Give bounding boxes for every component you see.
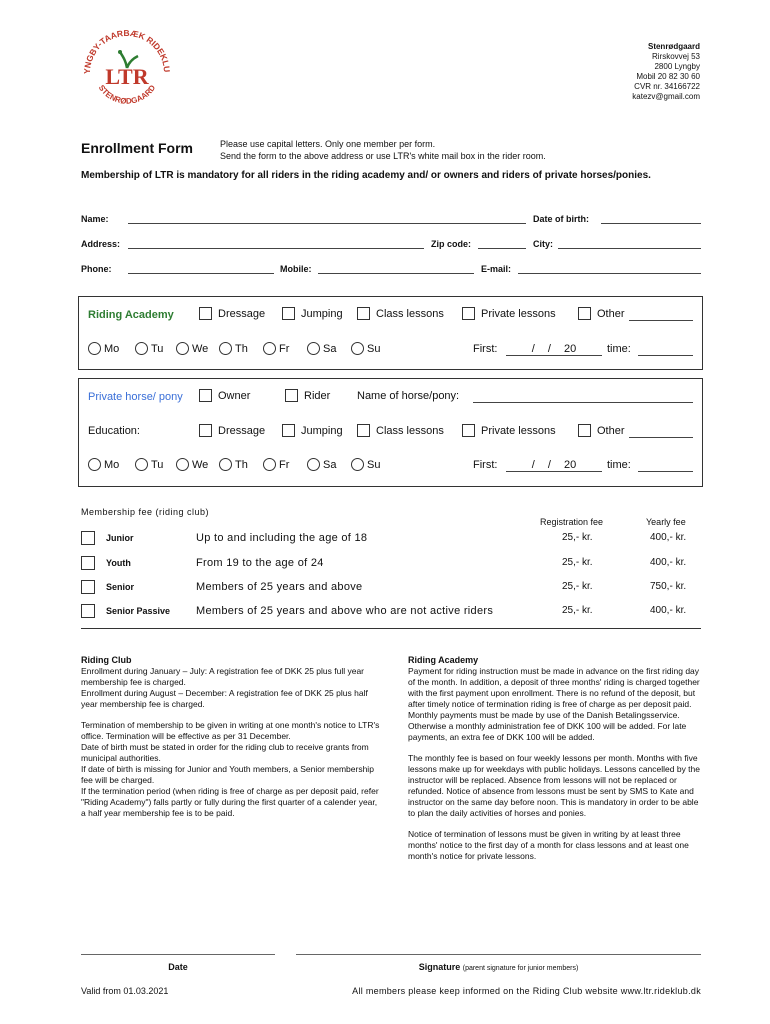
academy-day-th: Th	[235, 343, 248, 355]
academy-jumping-checkbox[interactable]	[282, 307, 295, 320]
riding-club-text	[81, 655, 381, 819]
phone-field[interactable]	[128, 263, 274, 274]
riding-club-heading: Riding Club	[81, 655, 132, 665]
yearly-fee: 750,- kr.	[650, 581, 687, 592]
address-name: Stenrødgaard	[647, 42, 700, 51]
yearly-fee: 400,- kr.	[650, 557, 687, 568]
private-day-tu-radio[interactable]	[135, 458, 148, 471]
club-para-6: If the termination period (when riding is free of charge as per deposit paid, refer "Riding Academy") falls partly or fully during the first quarter of a calender year, a half year membership fee is to be paid.	[81, 786, 379, 818]
email-field[interactable]	[518, 263, 701, 274]
education-dressage-checkbox[interactable]	[199, 424, 212, 437]
registration-fee: 25,- kr.	[562, 605, 593, 616]
fee-name: Senior	[106, 582, 135, 592]
academy-para-3: Notice of termination of lessons must be given in writing by at least three months' notice to the first day of a month for class lessons and at least one month's notice for private lessons.	[408, 829, 689, 861]
education-label: Education:	[88, 425, 140, 437]
phone-label: Phone:	[81, 264, 112, 274]
education-private-checkbox[interactable]	[462, 424, 475, 437]
address-city: 2800 Lyngby	[654, 62, 700, 71]
academy-jumping-label: Jumping	[301, 308, 343, 320]
email-label: E-mail:	[481, 264, 512, 274]
academy-day-tu-radio[interactable]	[135, 342, 148, 355]
private-day-tu: Tu	[151, 459, 164, 471]
yearly-fee: 400,- kr.	[650, 605, 687, 616]
club-para-2: Enrollment during August – December: A registration fee of DKK 25 plus half year membership fee is charged.	[81, 688, 368, 709]
private-time-label: time:	[607, 459, 631, 471]
academy-day-sa-radio[interactable]	[307, 342, 320, 355]
fee-description: Members of 25 years and above who are not active riders	[196, 605, 494, 617]
academy-day-mo: Mo	[104, 343, 120, 355]
mobile-label: Mobile:	[280, 264, 312, 274]
horse-name-label: Name of horse/pony:	[357, 390, 460, 402]
academy-dressage-checkbox[interactable]	[199, 307, 212, 320]
private-day-th: Th	[235, 459, 248, 471]
valid-from: Valid from 01.03.2021	[81, 986, 169, 996]
address-field[interactable]	[128, 238, 424, 249]
club-para-3: Termination of membership to be given in writing at one month's notice to LTR's office. Termination will be effective as per 31 December.	[81, 720, 380, 741]
yearly-fee-header: Yearly fee	[646, 517, 686, 527]
rider-label: Rider	[304, 390, 331, 402]
fee-name: Junior	[106, 533, 134, 543]
horse-name-field[interactable]	[473, 392, 693, 403]
private-day-fr-radio[interactable]	[263, 458, 276, 471]
club-para-5: If date of birth is missing for Junior and Youth members, a Senior membership fee will be charged.	[81, 764, 374, 785]
fees-divider	[81, 628, 701, 629]
form-instructions	[220, 138, 546, 162]
academy-para-2: The monthly fee is based on four weekly lessons per month. Months with five lessons make up for weekdays with public holidays. Lessons cancelled by the instructor will be replaced. Absence from lessons will not be replaced or refunded. Notice of absence from lessons must be sent by SMS to Kate and instructor on the same day before noon. This is mandatory in order to be able to plan the daily activities of horses and ponies.	[408, 753, 700, 818]
education-jumping-label: Jumping	[301, 425, 343, 437]
private-day-sa: Sa	[323, 459, 337, 471]
website-note: All members please keep informed on the Riding Club website www.ltr.rideklub.dk	[352, 986, 701, 996]
academy-other-checkbox[interactable]	[578, 307, 591, 320]
address-email: katezv@gmail.com	[632, 92, 700, 101]
education-private-label: Private lessons	[481, 425, 556, 437]
academy-first-date[interactable]: / / 20	[506, 343, 602, 356]
signature-line[interactable]	[296, 954, 701, 955]
academy-day-sa: Sa	[323, 343, 337, 355]
page-title: Enrollment Form	[81, 140, 194, 156]
fee-checkbox[interactable]	[81, 580, 95, 594]
academy-dressage-label: Dressage	[218, 308, 266, 320]
private-day-th-radio[interactable]	[219, 458, 232, 471]
riding-academy-label: Riding Academy	[88, 309, 174, 321]
registration-fee: 25,- kr.	[562, 581, 593, 592]
fees-heading: Membership fee (riding club)	[81, 507, 210, 517]
private-horse-label: Private horse/ pony	[88, 391, 183, 403]
address-mobile: Mobil 20 82 30 60	[636, 72, 700, 81]
address-label: Address:	[81, 239, 121, 249]
private-day-we-radio[interactable]	[176, 458, 189, 471]
zip-label: Zip code:	[431, 239, 471, 249]
academy-day-th-radio[interactable]	[219, 342, 232, 355]
club-logo	[76, 22, 178, 124]
fee-description: Up to and including the age of 18	[196, 532, 368, 544]
private-time-field[interactable]	[638, 461, 693, 472]
education-class-label: Class lessons	[376, 425, 444, 437]
education-other-label: Other	[597, 425, 625, 437]
academy-day-su: Su	[367, 343, 381, 355]
instructions-line-1: Please use capital letters. Only one member per form.	[220, 139, 436, 149]
academy-first-label: First:	[473, 343, 498, 355]
education-class-checkbox[interactable]	[357, 424, 370, 437]
date-line[interactable]	[81, 954, 275, 955]
academy-class-checkbox[interactable]	[357, 307, 370, 320]
signature-note: (parent signature for junior members)	[462, 965, 579, 972]
private-first-date[interactable]: / / 20	[506, 459, 602, 472]
signature-label: Signature	[418, 962, 461, 972]
club-para-1: Enrollment during January – July: A registration fee of DKK 25 plus full year membership fee is charged.	[81, 666, 365, 687]
academy-day-we: We	[192, 343, 209, 355]
private-day-mo: Mo	[104, 459, 120, 471]
name-label: Name:	[81, 214, 109, 224]
logo-arc-bottom: STENRØDGAARD	[96, 83, 158, 106]
academy-other-label: Other	[597, 308, 625, 320]
academy-class-label: Class lessons	[376, 308, 444, 320]
fee-name: Senior Passive	[106, 606, 171, 616]
address-cvr: CVR nr. 34166722	[634, 82, 700, 91]
private-day-we: We	[192, 459, 209, 471]
signature-block	[296, 962, 701, 972]
academy-time-label: time:	[607, 343, 631, 355]
fee-checkbox[interactable]	[81, 531, 95, 545]
rider-checkbox[interactable]	[285, 389, 298, 402]
logo-arc-top: YNGBY-TAARBÆK RIDEKLU	[81, 27, 173, 75]
academy-day-fr-radio[interactable]	[263, 342, 276, 355]
academy-day-fr: Fr	[279, 343, 290, 355]
academy-private-label: Private lessons	[481, 308, 556, 320]
fee-name: Youth	[106, 558, 131, 568]
name-field[interactable]	[128, 213, 526, 224]
zip-field[interactable]	[478, 238, 526, 249]
mobile-field[interactable]	[318, 263, 474, 274]
education-other-field[interactable]	[629, 427, 693, 438]
owner-checkbox[interactable]	[199, 389, 212, 402]
private-day-mo-radio[interactable]	[88, 458, 101, 471]
city-field[interactable]	[558, 238, 701, 249]
fee-description: Members of 25 years and above	[196, 581, 363, 593]
private-day-su: Su	[367, 459, 381, 471]
private-day-sa-radio[interactable]	[307, 458, 320, 471]
dob-label: Date of birth:	[533, 214, 589, 224]
academy-day-we-radio[interactable]	[176, 342, 189, 355]
riding-academy-text	[408, 655, 700, 862]
academy-para-1: Payment for riding instruction must be made in advance on the first riding day of the month. In addition, a deposit of three months' riding is charged together with the first payment upon enrollment. There is no refund of the deposit, but after timely notice of termination riding is free of charge as per deposit paid. Monthly payments must be made by use of the Danish Betalingsservice. Otherwise a monthly administration fee of DKK 100 will be added. For late payments, an extra fee of DKK 100 will be added.	[408, 666, 700, 742]
registration-fee: 25,- kr.	[562, 557, 593, 568]
riding-academy-heading: Riding Academy	[408, 655, 479, 665]
education-other-checkbox[interactable]	[578, 424, 591, 437]
owner-label: Owner	[218, 390, 251, 402]
academy-day-mo-radio[interactable]	[88, 342, 101, 355]
registration-fee: 25,- kr.	[562, 532, 593, 543]
instructions-line-2: Send the form to the above address or use LTR's white mail box in the rider room.	[220, 151, 546, 161]
private-first-label: First:	[473, 459, 498, 471]
registration-fee-header: Registration fee	[540, 517, 604, 527]
education-dressage-label: Dressage	[218, 425, 266, 437]
academy-private-checkbox[interactable]	[462, 307, 475, 320]
date-label: Date	[168, 962, 188, 972]
fee-checkbox[interactable]	[81, 604, 95, 618]
education-jumping-checkbox[interactable]	[282, 424, 295, 437]
academy-day-su-radio[interactable]	[351, 342, 364, 355]
academy-other-field[interactable]	[629, 310, 693, 321]
academy-time-field[interactable]	[638, 345, 693, 356]
dob-field[interactable]	[601, 213, 701, 224]
address-street: Rirskovvej 53	[651, 52, 700, 61]
private-day-fr: Fr	[279, 459, 290, 471]
private-day-su-radio[interactable]	[351, 458, 364, 471]
yearly-fee: 400,- kr.	[650, 532, 687, 543]
city-label: City:	[533, 239, 553, 249]
club-address	[632, 42, 700, 102]
logo-mark: LTR	[105, 64, 149, 89]
fee-checkbox[interactable]	[81, 556, 95, 570]
mandatory-note: Membership of LTR is mandatory for all riders in the riding academy and/ or owners and riders of private horses/ponies.	[81, 170, 651, 181]
academy-day-tu: Tu	[151, 343, 164, 355]
fee-description: From 19 to the age of 24	[196, 557, 324, 569]
club-para-4: Date of birth must be stated in order for the riding club to receive grants from municipal authorities.	[81, 742, 369, 763]
